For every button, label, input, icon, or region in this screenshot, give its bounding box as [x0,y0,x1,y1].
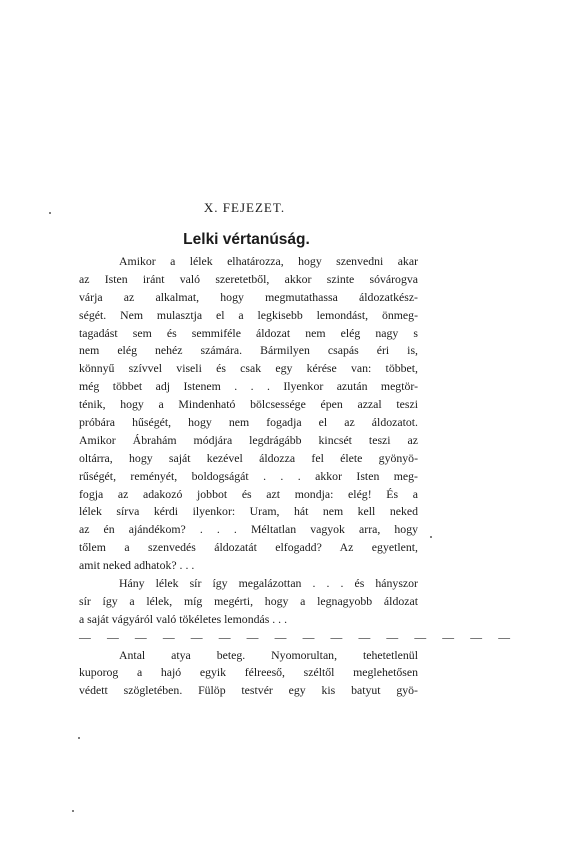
paragraph-1-line: az én ajándékom? . . . Méltatlan vagyok arra, hogy [79,522,418,537]
paragraph-1-line: nem elég nehéz számára. Bármilyen csapás éri is, [79,343,418,358]
chapter-heading: X. FEJEZET. [203,200,286,215]
scan-speck [78,737,80,739]
paragraph-3-line: Antal atya beteg. Nyomorultan, tehetetlenül [119,647,418,662]
paragraph-2-line: a saját vágyáról való tökéletes lemondás . . . [79,611,288,626]
paragraph-1-line: amit neked adhatok? . . . [79,558,195,573]
paragraph-1-line: fogja az adakozó jobbot és azt mondja: elég! És a [79,486,418,501]
paragraph-1-line: oltárra, hogy saját kezével áldozza fel élete gyönyö- [79,450,418,465]
paragraph-3-line: védett szögletében. Fülöp testvér egy kis batyut gyö- [79,683,418,698]
body-text [79,253,517,700]
paragraph-1-line: rűségét, reményét, boldogságát . . . akkor Isten meg- [79,468,418,483]
section-divider: — — — — — — — — — — — — — — — — [79,629,517,644]
chapter-title: Lelki vértanúság. [183,231,310,248]
paragraph-2-line: Hány lélek sír így megalázottan . . . és hányszor [119,576,418,591]
paragraph-1-line: ségét. Nem mulasztja el a legkisebb lemondást, önmeg- [79,307,418,322]
paragraph-1-line: Amikor a lélek elhatározza, hogy szenvedni akar [119,254,418,268]
scan-speck [49,212,51,214]
paragraph-1-line: tőlem a szenvedés áldozatát elfogadd? Az egyetlent, [79,540,418,555]
scan-speck [430,536,432,538]
paragraph-1-line: az Isten iránt való szeretetből, akkor szinte sóvárogva [79,271,418,286]
paragraph-1-line: könnyű szívvel viseli és csak egy kérése van: többet, [79,361,418,376]
paragraph-2-line: sír így a lélek, míg megérti, hogy a legnagyobb áldozat [79,593,418,608]
paragraph-1-line: tagadást sem és semmiféle áldozat nem elég nagy s [79,325,418,340]
paragraph-3-line: kuporog a hajó egyik félreeső, széltől meglehetősen [79,665,418,680]
paragraph-1-line: Amikor Ábrahám módjára legdrágább kincsét teszi az [79,432,418,447]
scan-speck [72,810,74,812]
paragraph-1-line: ténik, hogy a Mindenható bölcsessége épen azzal teszi [79,397,418,412]
paragraph-1-line: próbára hűségét, hogy nem fogadja el az áldozatot. [79,415,418,430]
paragraph-1-line: még többet adj Istenem . . . Ilyenkor azután megtör- [79,379,418,394]
paragraph-1-line: várja az alkalmat, hogy megmutathassa áldozatkész- [79,289,418,304]
paragraph-1-line: lélek sírva kérdi ilyenkor: Uram, hát nem kell neked [79,504,418,519]
